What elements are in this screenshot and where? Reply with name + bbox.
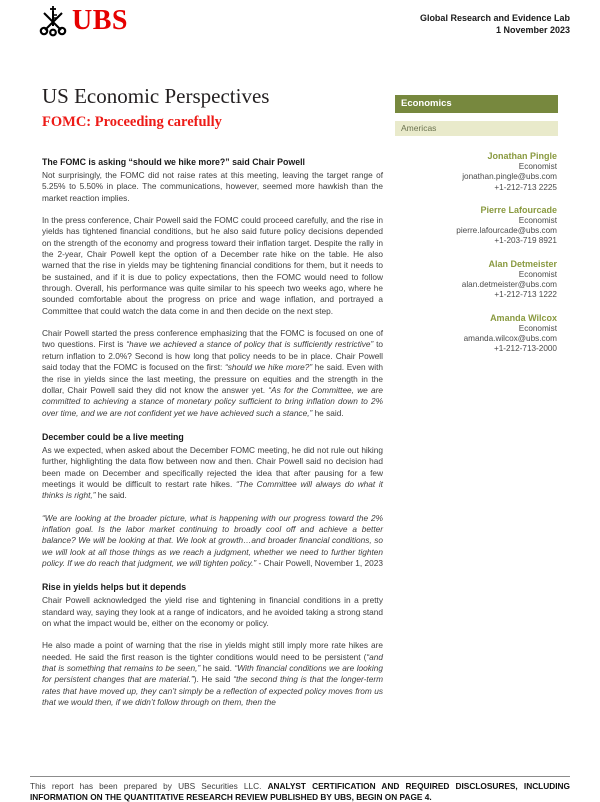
analyst-card — [395, 313, 557, 355]
region-banner: Americas — [395, 121, 558, 136]
analyst-phone: +1-212-713-2000 — [493, 344, 557, 354]
paragraph: In the press conference, Chair Powell said the FOMC could proceed carefully, and the rise in yields has tightened financial conditions, but he also said future policy decisions depended on the strength of the economy and progress toward their inflation target. Despite the rally in the 2-year, Chair Powell kept the option of a December rate hike on the table. He also warned that the rise in yields may be tightening financial conditions for them, but it needs to be sustained, and if it is due to policy expectations, then the FOMC would need to follow through. Overall, his performance was quite similar to his speech two weeks ago, where he sounded comfortable about the progress on price and wage inflation, and portrayed a Committee that could watch the data come in and then decide on the next step. — [42, 215, 383, 316]
header-date: 1 November 2023 — [495, 25, 570, 35]
analyst-email[interactable]: jonathan.pingle@ubs.com — [462, 172, 557, 182]
report-header — [38, 5, 570, 37]
analyst-email[interactable]: alan.detmeister@ubs.com — [461, 280, 557, 290]
paragraph: He also made a point of warning that the rise in yields might still imply more rate hikes are needed. He said the first reason is the tighter conditions would need to be persistent (“and that is something that remains to be seen,” he said. “With financial conditions we are looking for persistent changes that are material.”). He said “the second thing is that the longer-term rates that have moved up, they can’t simply be a reflection of expected policy moves from us that we would then, if we didn’t follow through on them, then the — [42, 640, 383, 708]
analyst-role: Economist — [518, 269, 557, 279]
page-title: US Economic Perspectives — [42, 84, 270, 108]
analyst-email[interactable]: amanda.wilcox@ubs.com — [463, 333, 557, 343]
analyst-phone: +1-212-713 2225 — [494, 182, 557, 192]
paragraph: As we expected, when asked about the December FOMC meeting, he did not rule out hiking further, highlighting the data flow between now and then. Chair Powell said no decision had been made on December and specifically rejected the idea that after pausing for a few meetings it would be difficult to restart rate hikes. “The Committee will always do what it thinks is right,” he said. — [42, 444, 383, 501]
sector-banner: Economics — [395, 95, 558, 113]
analyst-phone: +1-203-719 8921 — [494, 236, 557, 246]
analyst-role: Economist — [518, 215, 557, 225]
analyst-card — [395, 205, 557, 247]
ubs-keys-icon — [38, 5, 68, 37]
section-heading: The FOMC is asking “should we hike more?” said Chair Powell — [42, 157, 305, 167]
header-division: Global Research and Evidence Lab — [419, 13, 570, 23]
footer-disclosure-text: ANALYST CERTIFICATION AND REQUIRED DISCLOSURES, INCLUDING INFORMATION ON THE QUANTITATIVE RESEARCH REVIEW PUBLISHED BY UBS, BEGIN ON PAGE 4. — [30, 781, 570, 802]
ubs-logo — [38, 5, 128, 37]
analyst-email[interactable]: pierre.lafourcade@ubs.com — [456, 226, 557, 236]
analyst-card — [395, 259, 557, 301]
analyst-role: Economist — [518, 162, 557, 171]
paragraph: Not surprisingly, the FOMC did not raise rates at this meeting, leaving the target range of 5.25% to 5.50% in place. The communications, however, seemed more hawkish than the market reaction implies. — [42, 170, 383, 203]
analyst-card — [395, 151, 557, 193]
footer-prepared-text: This report has been prepared by UBS Securities LLC. — [30, 781, 262, 791]
article-body — [42, 157, 383, 719]
ubs-wordmark: UBS — [72, 5, 128, 36]
analyst-name: Amanda Wilcox — [490, 312, 557, 323]
analyst-phone: +1-212-713 1222 — [494, 290, 557, 300]
paragraph: Chair Powell acknowledged the yield rise and tightening in financial conditions in a pretty standard way, saying they look at a range of indicators, and he avoided taking a strong stand on what the impact would be, either on the economy or policy. — [42, 595, 383, 628]
analyst-name: Pierre Lafourcade — [480, 204, 557, 215]
paragraph: “We are looking at the broader picture, what is happening with our progress toward the 2% inflation goal. Is the labor market continuing to broadly cool off and achieve a better balance? We will be looking at that. We look at growth…and broader financial conditions, so we will look at all those things as we reach a judgment, whether we need to further tighten policy. If we do reach that judgment, we will tighten policy.” - Chair Powell, November 1, 2023 — [42, 512, 383, 568]
disclosure-footer — [30, 776, 570, 802]
paragraph: Chair Powell started the press conference emphasizing that the FOMC is focused on one of two questions. First is “have we achieved a stance of policy that is sufficiently restrictive” to return inflation to 2.0%? Second is how long that policy needs to be in place. Chair Powell said today that the FOMC is focused on the first: “should we hike more?” he said. Even with the rise in yields since the last meeting, the pressure on equities and the strength in the dollar, Chair Powell said they did not know the answer yet. “As for the Committee, we are committed to achieving a stance of monetary policy sufficient to bring inflation down to 2% over time, and we are not confident yet we have achieved such a stance,” he said. — [42, 328, 384, 418]
analyst-sidebar — [395, 95, 558, 367]
analyst-name: Alan Detmeister — [488, 258, 557, 269]
section-heading: Rise in yields helps but it depends — [42, 582, 187, 593]
section-heading: December could be a live meeting — [42, 431, 184, 442]
analyst-name: Jonathan Pingle — [487, 151, 557, 161]
analyst-role: Economist — [518, 323, 557, 333]
page-subtitle: FOMC: Proceeding carefully — [42, 114, 222, 130]
